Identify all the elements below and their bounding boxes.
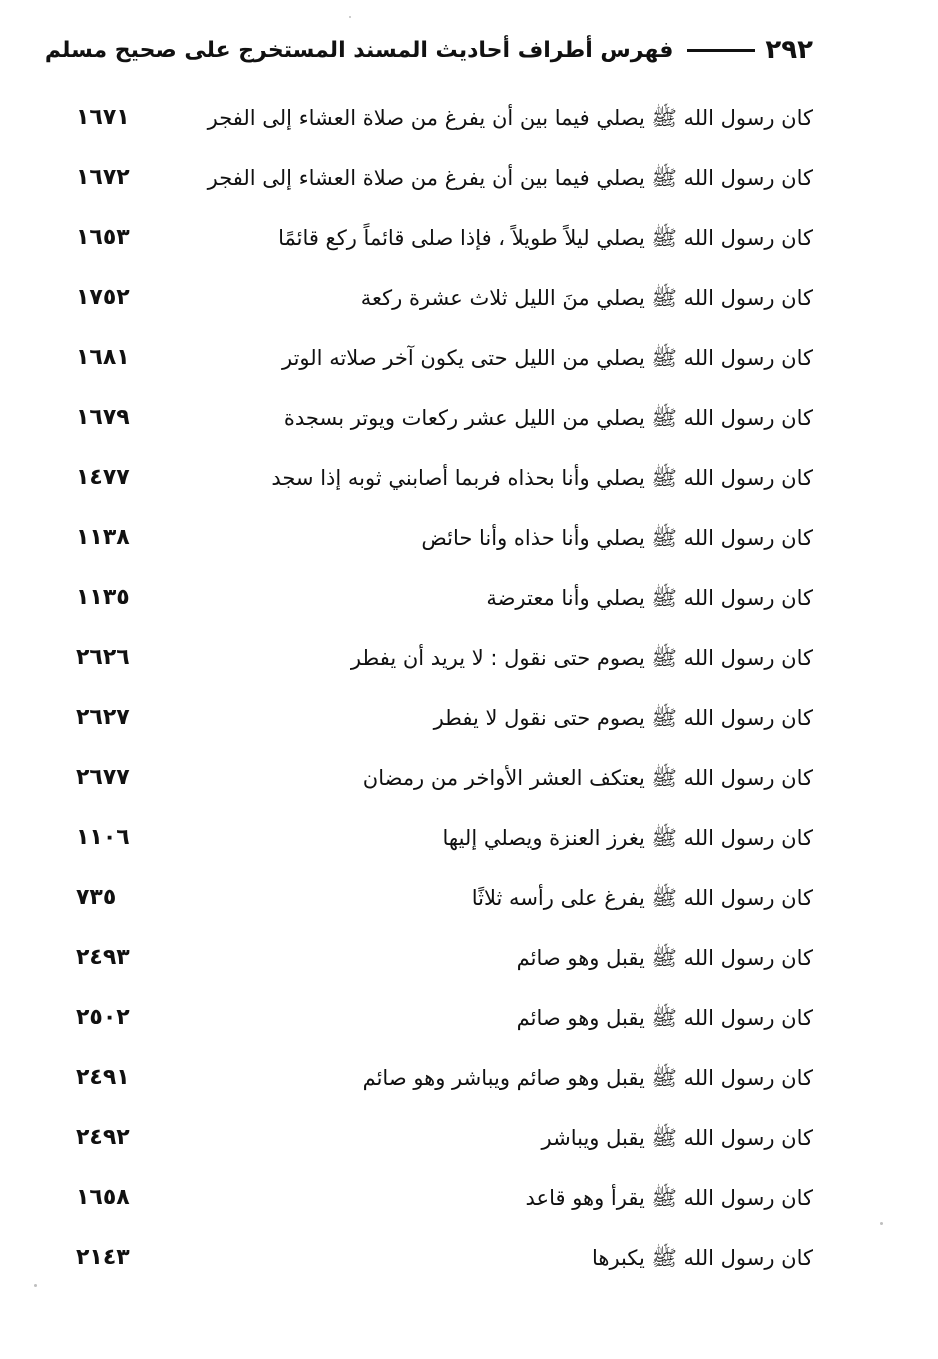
entry-number: ٢٦٢٦ xyxy=(76,645,130,670)
entry-number: ١٤٧٧ xyxy=(76,465,130,490)
page-header xyxy=(44,30,813,70)
entry-text: كان رسول الله ﷺ يصلي من الليل عشر ركعات ويوتر بسجدة xyxy=(283,406,813,430)
entry-text: كان رسول الله ﷺ يقبل وهو صائم xyxy=(516,1006,813,1030)
entry-number: ٧٣٥ xyxy=(76,885,117,910)
entry-number: ١٦٨١ xyxy=(76,345,130,370)
entry-text: كان رسول الله ﷺ يصوم حتى نقول لا يفطر xyxy=(433,706,813,730)
index-entry xyxy=(0,153,938,213)
entry-number: ٢٤٩٣ xyxy=(76,945,130,970)
index-entry xyxy=(0,813,938,873)
entry-text: كان رسول الله ﷺ يغرز العنزة ويصلي إليها xyxy=(442,826,813,850)
index-entry xyxy=(0,513,938,573)
entry-text: كان رسول الله ﷺ يعتكف العشر الأواخر من رمضان xyxy=(362,766,813,790)
index-entry xyxy=(0,273,938,333)
running-title: فهرس أطراف أحاديث المسند المستخرج على صحيح مسلم xyxy=(44,37,674,63)
entry-text: كان رسول الله ﷺ يفرغ على رأسه ثلاثًا xyxy=(471,886,813,910)
entry-text: كان رسول الله ﷺ يكبرها xyxy=(591,1246,813,1270)
entry-number: ١٦٧١ xyxy=(76,105,130,130)
index-entry xyxy=(0,333,938,393)
index-entry xyxy=(0,1053,938,1113)
index-entry xyxy=(0,573,938,633)
index-entry xyxy=(0,1113,938,1173)
index-entry xyxy=(0,873,938,933)
entry-text: كان رسول الله ﷺ يقبل وهو صائم xyxy=(516,946,813,970)
entry-text: كان رسول الله ﷺ يصلي فيما بين أن يفرغ من صلاة العشاء إلى الفجر xyxy=(207,166,813,190)
entry-text: كان رسول الله ﷺ يصلي ليلاً طويلاً ، فإذا صلى قائماً ركع قائمًا xyxy=(278,226,813,250)
entry-text: كان رسول الله ﷺ يصلي وأنا معترضة xyxy=(486,586,813,610)
entry-text: كان رسول الله ﷺ يصوم حتى نقول : لا يريد أن يفطر xyxy=(350,646,813,670)
index-entry xyxy=(0,213,938,273)
entry-number: ٢٤٩١ xyxy=(76,1065,130,1090)
entry-number: ٢٥٠٢ xyxy=(76,1005,130,1030)
index-entry xyxy=(0,933,938,993)
entry-number: ٢٦٧٧ xyxy=(76,765,130,790)
entry-number: ١١٣٨ xyxy=(76,525,130,550)
index-entry xyxy=(0,753,938,813)
entry-number: ١٧٥٢ xyxy=(76,285,130,310)
entry-number: ١٦٥٨ xyxy=(76,1185,130,1210)
index-entry xyxy=(0,633,938,693)
hadith-index-list xyxy=(0,93,938,1293)
entry-text: كان رسول الله ﷺ يصلي منَ الليل ثلاث عشرة ركعة xyxy=(360,286,813,310)
entry-number: ١١٠٦ xyxy=(76,825,130,850)
entry-text: كان رسول الله ﷺ يقبل ويباشر xyxy=(541,1126,813,1150)
entry-number: ١٦٧٢ xyxy=(76,165,130,190)
entry-text: كان رسول الله ﷺ يقبل وهو صائم ويباشر وهو صائم xyxy=(362,1066,813,1090)
entry-text: كان رسول الله ﷺ يصلي فيما بين أن يفرغ من صلاة العشاء إلى الفجر xyxy=(207,106,813,130)
header-rule xyxy=(687,49,755,52)
scan-speck xyxy=(349,16,351,18)
index-entry xyxy=(0,453,938,513)
entry-text: كان رسول الله ﷺ يقرأ وهو قاعد xyxy=(525,1186,813,1210)
entry-number: ١٦٧٩ xyxy=(76,405,130,430)
index-entry xyxy=(0,993,938,1053)
entry-number: ٢٤٩٢ xyxy=(76,1125,130,1150)
entry-text: كان رسول الله ﷺ يصلي وأنا حذاه وأنا حائض xyxy=(421,526,813,550)
page-number: ٢٩٢ xyxy=(765,35,813,65)
index-entry xyxy=(0,393,938,453)
entry-text: كان رسول الله ﷺ يصلي من الليل حتى يكون آخر صلاته الوتر xyxy=(282,346,813,370)
index-entry xyxy=(0,1173,938,1233)
entry-number: ٢١٤٣ xyxy=(76,1245,130,1270)
scan-speck xyxy=(880,1222,883,1225)
index-entry xyxy=(0,1233,938,1293)
index-entry xyxy=(0,693,938,753)
entry-number: ٢٦٢٧ xyxy=(76,705,130,730)
entry-text: كان رسول الله ﷺ يصلي وأنا بحذاه فربما أصابني ثوبه إذا سجد xyxy=(271,466,813,490)
index-entry xyxy=(0,93,938,153)
scan-speck xyxy=(34,1284,37,1287)
entry-number: ١٦٥٣ xyxy=(76,225,130,250)
entry-number: ١١٣٥ xyxy=(76,585,130,610)
